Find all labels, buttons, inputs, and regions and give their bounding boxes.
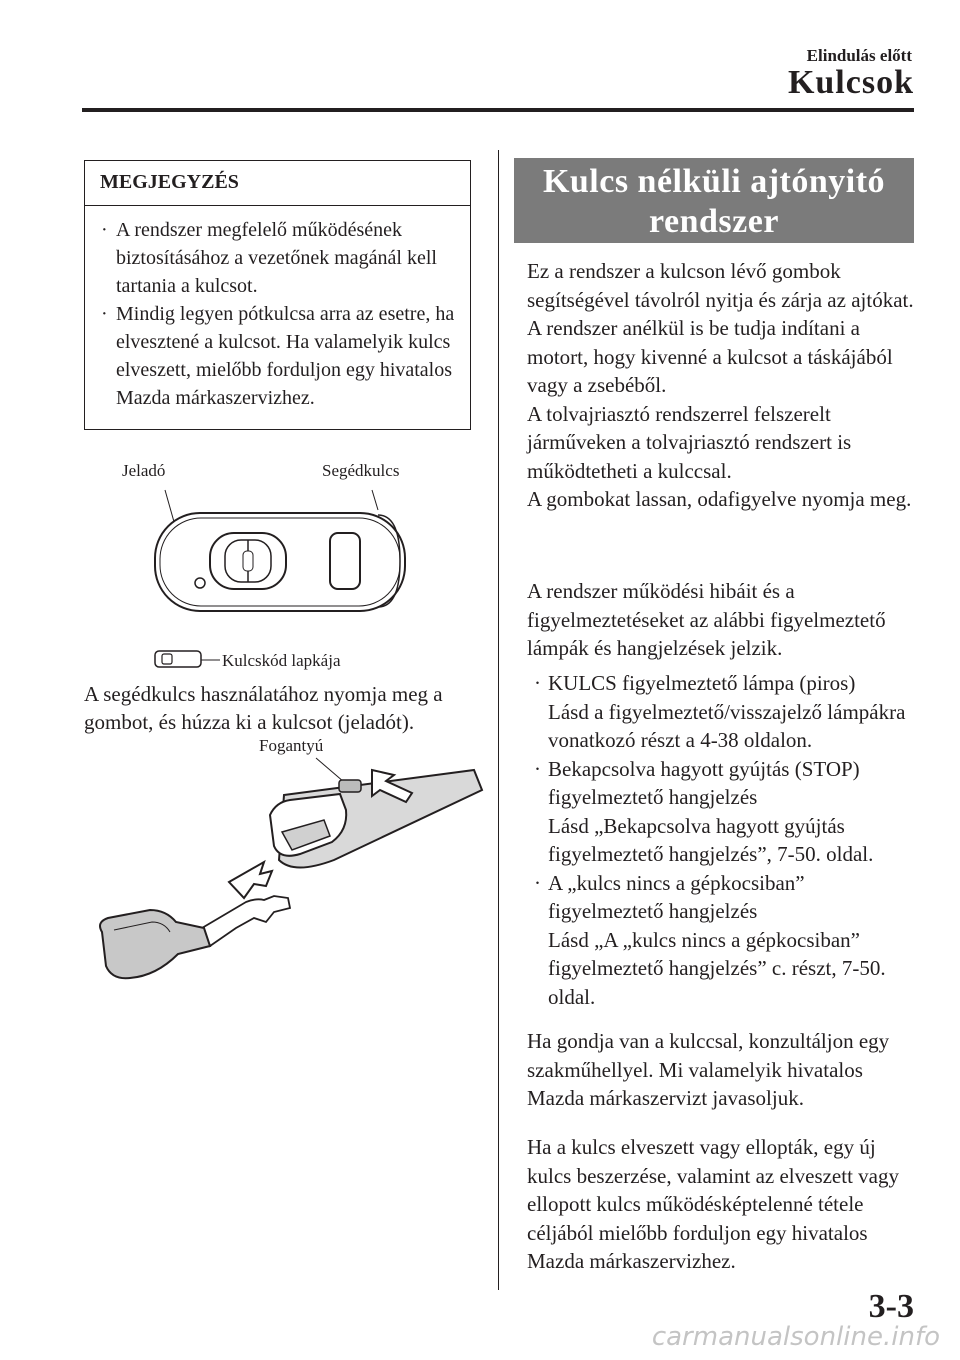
header-section-label: Elindulás előtt: [806, 46, 912, 65]
aux-key-label: Segédkulcs: [322, 461, 400, 480]
key-fob-figure: [100, 455, 460, 670]
aux-key-removal-figure: [94, 736, 484, 990]
header-title: Kulcsok: [787, 64, 914, 101]
paragraph: A rendszer működési hibáit és a figyelmeztetéseket az alábbi figyelmeztető lámpák és hangjelzések jelzik.: [527, 579, 886, 660]
paragraph: Ha a kulcs elveszett vagy ellopták, egy új kulcs beszerzése, valamint az elveszett vagy ellopott kulcs működésképtelenné tétele céljából mielőbb forduljon egy hivatalos Mazda márkaszervizhez.: [527, 1135, 899, 1273]
page-number: 3-3: [868, 1288, 914, 1325]
warning-item-title: · Bekapcsolva hagyott gyújtás (STOP) figyelmeztető hangjelzés: [548, 756, 860, 809]
aux-key-instructions: A segédkulcs használatához nyomja meg a gombot, és húzza ki a kulcsot (jeladót).: [84, 682, 443, 734]
warnings-list-block: [527, 669, 917, 1011]
key-fob-drawing: [100, 455, 460, 670]
warnings-list: [527, 669, 917, 1011]
section-title-line1: Kulcs nélküli ajtónyitó: [542, 163, 886, 200]
warning-item: [548, 755, 917, 869]
warning-item-ref: Lásd „A „kulcs nincs a gépkocsiban” figyelmeztető hangjelzés” c. részt, 7-50. oldal.: [548, 927, 886, 1009]
header-rule: [82, 108, 914, 112]
warning-item: [548, 869, 917, 1012]
note-list: [85, 206, 470, 412]
warning-item-ref: Lásd a figyelmeztető/visszajelző lámpákra vonatkozó részt a 4-38 oldalon.: [548, 699, 906, 752]
note-item: · A rendszer megfelelő működésének biztosításához a vezetőnek magánál kell tartania a kulcsot.: [116, 216, 462, 300]
section-title-line2: rendszer: [649, 203, 779, 240]
paragraph: Ez a rendszer a kulcson lévő gombok segítségével távolról nyitja és zárja az ajtókat.: [527, 259, 914, 312]
paragraph: A rendszer anélkül is be tudja indítani a motort, hogy kivenné a kulcsot a táskájából vagy a zsebéből.: [527, 316, 893, 397]
paragraph: A tolvajriasztó rendszerrel felszerelt járműveken a tolvajriasztó rendszert is működtetheti a kulccsal.: [527, 401, 852, 483]
warning-item: [548, 669, 917, 755]
service-advice: [527, 1027, 917, 1113]
key-removal-drawing: [94, 750, 484, 990]
code-plate-label: Kulcskód lapkája: [222, 651, 341, 670]
warnings-intro: [527, 577, 917, 663]
warning-item-ref: Lásd „Bekapcsolva hagyott gyújtás figyelmeztető hangjelzés”, 7-50. oldal.: [548, 813, 874, 866]
warning-item-title: · KULCS figyelmeztető lámpa (piros): [548, 671, 856, 695]
section-title-banner: [514, 158, 914, 243]
intro-text: [527, 257, 917, 514]
note-item: · Mindig legyen pótkulcsa arra az esetre, ha elvesztené a kulcsot. Ha valamelyik kulcs elveszett, mielőbb forduljon egy hivatalos Mazda márkaszervizhez.: [116, 300, 462, 412]
handle-label: Fogantyú: [259, 736, 324, 755]
paragraph: A gombokat lassan, odafigyelve nyomja meg.: [527, 487, 912, 511]
watermark: carmanualsonline.info: [651, 1322, 940, 1352]
lost-key-advice: [527, 1133, 917, 1276]
column-divider: [498, 150, 499, 1290]
paragraph: Ha gondja van a kulccsal, konzultáljon egy szakműhellyel. Mi valamelyik hivatalos Mazda márkaszervizt javasoljuk.: [527, 1029, 890, 1110]
note-heading: MEGJEGYZÉS: [85, 161, 470, 206]
note-box: [84, 160, 471, 430]
transmitter-label: Jeladó: [122, 461, 166, 480]
warning-item-title: · A „kulcs nincs a gépkocsiban” figyelmeztető hangjelzés: [548, 870, 805, 923]
